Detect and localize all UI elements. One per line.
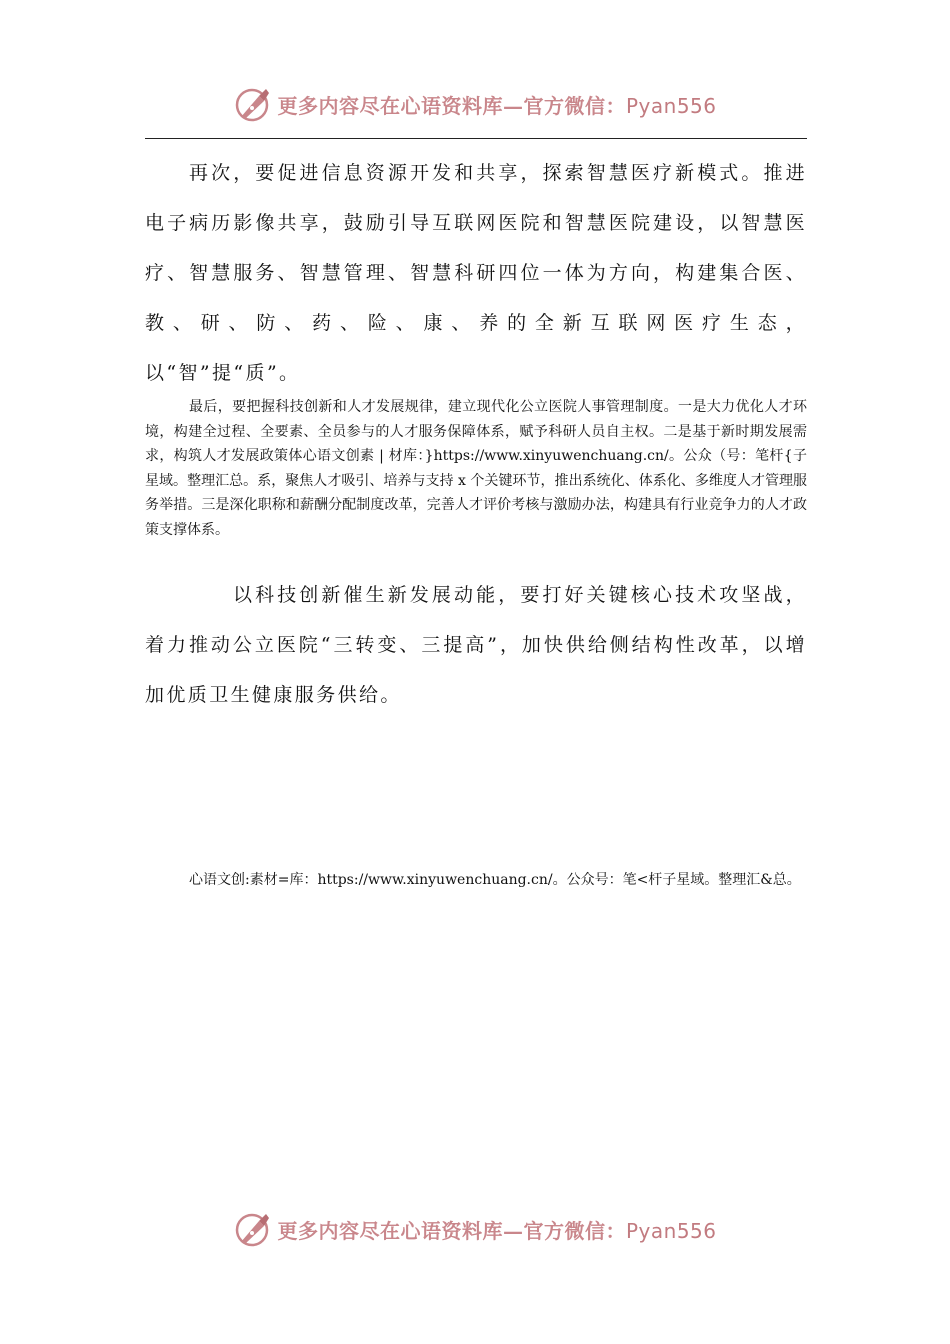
- paragraph-4: 心语文创:素材=库：https://www.xinyuwenchuang.cn/。公众号：笔<杆子星域。整理汇&总。: [189, 872, 801, 888]
- banner-slogan: 更多内容尽在心语资料库—官方微信：: [277, 93, 626, 118]
- header-banner: [0, 82, 950, 126]
- paragraph-1: 再次，要促进信息资源开发和共享，探索智慧医疗新模式。推进电子病历影像共享，鼓励引导互联网医院和智慧医院建设，以智慧医疗、智慧服务、智慧管理、智慧科研四位一体为方向，构建集合医、教、研、防、药、险、康、养的全新互联网医疗生态，以“智”提“质”。: [145, 162, 807, 384]
- banner-wechat-id: Pyan556: [625, 93, 717, 118]
- paragraph-1-block: [145, 148, 807, 398]
- banner-wechat-id: Pyan556: [625, 1218, 717, 1243]
- paragraph-4-block: [145, 868, 807, 893]
- banner-text: [277, 90, 716, 119]
- banner-text: [277, 1215, 716, 1244]
- pen-nib-logo-icon: [233, 1209, 273, 1249]
- paragraph-3-block: [145, 570, 807, 720]
- paragraph-2-block: [145, 395, 807, 542]
- paragraph-3: 以科技创新催生新发展动能，要打好关键核心技术攻坚战，着力推动公立医院“三转变、三提高”，加快供给侧结构性改革，以增加优质卫生健康服务供给。: [145, 584, 807, 706]
- paragraph-2: 最后，要把握科技创新和人才发展规律，建立现代化公立医院人事管理制度。一是大力优化人才环境，构建全过程、全要素、全员参与的人才服务保障体系，赋予科研人员自主权。二是基于新时期发展需求，构筑人才发展政策体心语文创素 | 材库：}https://www.xinyuwenchuang.cn/。公众（号：笔杆{子星域。整理汇总。系，聚焦人才吸引、培养与支持 x 个关键环节，推出系统化、体系化、多维度人才管理服务举措。三是深化职称和薪酬分配制度改革，完善人才评价考核与激励办法，构建具有行业竞争力的人才政策支撑体系。: [145, 399, 807, 538]
- header-divider: [145, 138, 807, 139]
- banner-slogan: 更多内容尽在心语资料库—官方微信：: [277, 1218, 626, 1243]
- pen-nib-logo-icon: [233, 84, 273, 124]
- footer-banner: [0, 1207, 950, 1251]
